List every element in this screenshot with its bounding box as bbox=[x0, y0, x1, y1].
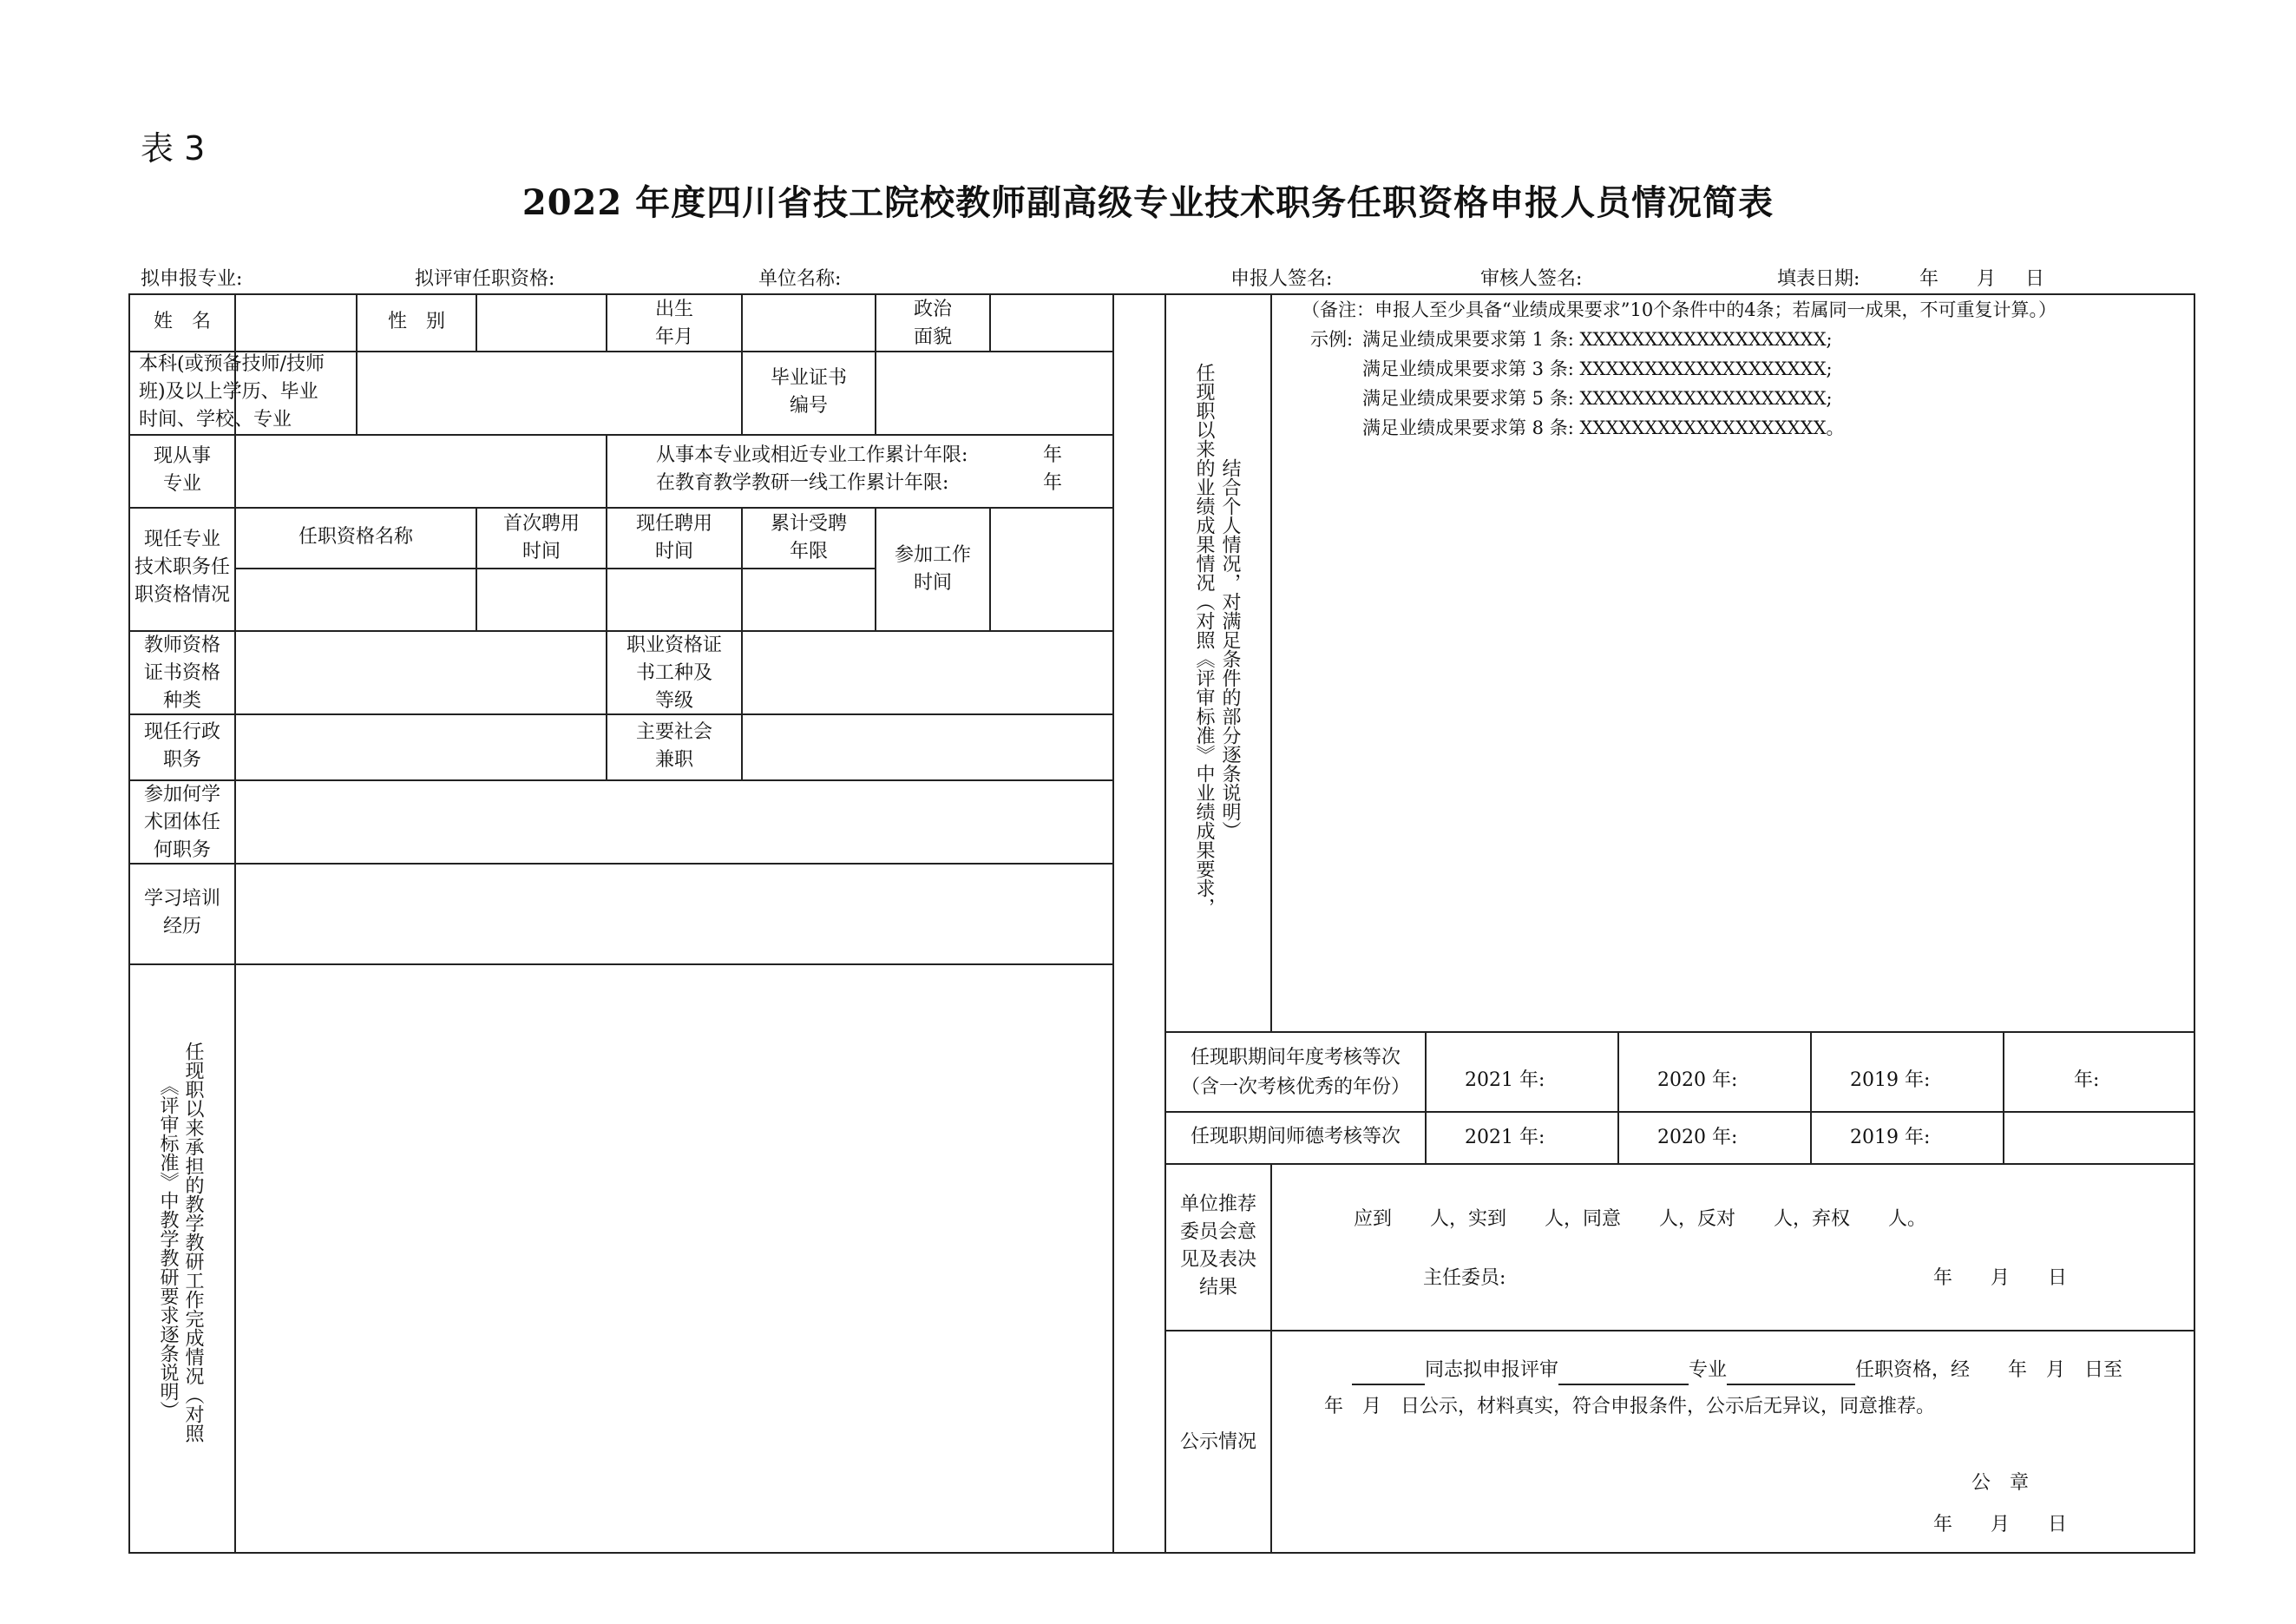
blank-qualification[interactable] bbox=[1727, 1361, 1855, 1385]
public-seal: 公 章 bbox=[1971, 1472, 2030, 1494]
header-year: 年 bbox=[1919, 268, 1939, 290]
label-social-post: 主要社会 兼职 bbox=[635, 721, 712, 771]
label-annual-review: 任现职期间年度考核等次 （含一次考核优秀的年份） bbox=[1180, 1047, 1410, 1098]
label-work-start: 参加工作 时间 bbox=[894, 544, 971, 594]
label-first-hire: 首次聘用 时间 bbox=[502, 513, 580, 562]
committee-votes: 应到 人，实到 人，同意 人，反对 人，弃权 人。 bbox=[1354, 1208, 1927, 1230]
label-years-major: 从事本专业或相近专业工作累计年限: bbox=[656, 444, 968, 466]
label-teaching-work-col-a: 任现职以来承担的教学教研工作完成情况（对照 bbox=[182, 1042, 204, 1443]
annual-2020: 2020 年: bbox=[1657, 1069, 1738, 1091]
header-fill-date: 填表日期: bbox=[1777, 268, 1860, 290]
header-specialty: 拟申报专业: bbox=[141, 268, 243, 290]
page-title: 2022 年度四川省技工院校教师副高级专业技术职务任职资格申报人员情况简表 bbox=[522, 182, 1774, 223]
label-training: 学习培训 经历 bbox=[143, 888, 220, 937]
label-year-unit-2: 年 bbox=[1043, 472, 1063, 494]
label-current-hire: 现任聘用 时间 bbox=[635, 513, 712, 562]
header-day: 日 bbox=[2025, 268, 2045, 290]
label-committee: 单位推荐 委员会意 见及表决 结果 bbox=[1179, 1193, 1256, 1299]
label-public-notice: 公示情况 bbox=[1179, 1431, 1256, 1453]
header-applicant-sign: 申报人签名: bbox=[1230, 268, 1333, 290]
label-total-hire: 累计受聘 年限 bbox=[770, 513, 847, 562]
table-number: 表 3 bbox=[141, 129, 206, 168]
label-years-teaching: 在教育教学教研一线工作累计年限: bbox=[656, 472, 949, 494]
public-notice-line-2: 年 月 日公示，材料真实，符合申报条件，公示后无异议，同意推荐。 bbox=[1324, 1396, 1936, 1417]
header-unit: 单位名称: bbox=[758, 268, 842, 290]
label-admin-post: 现任行政 职务 bbox=[143, 721, 220, 771]
label-teacher-cert: 教师资格 证书资格 种类 bbox=[143, 634, 220, 712]
ethics-2019: 2019 年: bbox=[1850, 1127, 1931, 1148]
label-performance-col-b: 结合个人情况，对满足条件的部分逐条说明） bbox=[1219, 458, 1241, 840]
committee-chair: 主任委员: bbox=[1423, 1267, 1506, 1289]
label-ethics-review: 任现职期间师德考核等次 bbox=[1190, 1126, 1401, 1147]
label-title-name: 任职资格名称 bbox=[298, 526, 413, 548]
example-prefix: 示例: bbox=[1310, 329, 1354, 350]
label-current-title: 现任专业 技术职务任 职资格情况 bbox=[134, 529, 230, 606]
label-birth: 出生 年月 bbox=[654, 299, 693, 348]
header-reviewer-sign: 审核人签名: bbox=[1480, 268, 1583, 290]
annual-extra-year: 年: bbox=[2074, 1069, 2100, 1091]
annual-2021: 2021 年: bbox=[1465, 1069, 1545, 1091]
blank-review-type[interactable] bbox=[1558, 1361, 1689, 1385]
blank-applicant-name[interactable] bbox=[1352, 1361, 1425, 1385]
label-academic: 参加何学 术团体任 何职务 bbox=[143, 784, 220, 861]
annual-2019: 2019 年: bbox=[1850, 1069, 1931, 1091]
label-education: 本科(或预备技师/技师 班)及以上学历、毕业 时间、学校、专业 bbox=[139, 353, 325, 431]
example-line-1: 满足业绩成果要求第 1 条: XXXXXXXXXXXXXXXXXXX; bbox=[1362, 329, 1833, 350]
label-gender: 性 别 bbox=[387, 311, 445, 332]
public-notice-line-1: 同志拟申报评审 专业 任职资格，经 年 月 日至 bbox=[1352, 1356, 2122, 1385]
label-name: 姓 名 bbox=[153, 311, 211, 332]
example-line-2: 满足业绩成果要求第 3 条: XXXXXXXXXXXXXXXXXXX; bbox=[1362, 358, 1833, 379]
example-line-4: 满足业绩成果要求第 8 条: XXXXXXXXXXXXXXXXXXX。 bbox=[1362, 418, 1845, 438]
ethics-2020: 2020 年: bbox=[1657, 1127, 1738, 1148]
label-teaching-work-col-b: 《评审标准》中教学教研要求逐条说明） bbox=[157, 1076, 179, 1420]
committee-date: 年 月 日 bbox=[1933, 1267, 2068, 1289]
header-qualification: 拟评审任职资格: bbox=[415, 268, 555, 290]
label-performance-col-a: 任现职以来的业绩成果情况（对照《评审标准》中业绩成果要求， bbox=[1193, 363, 1215, 917]
performance-note: （备注：申报人至少具备“业绩成果要求”10个条件中的4条；若属同一成果，不可重复计算。） bbox=[1302, 299, 2057, 320]
label-political: 政治 面貌 bbox=[913, 299, 952, 348]
label-current-major: 现从事 专业 bbox=[153, 445, 211, 495]
label-diploma: 毕业证书 编号 bbox=[770, 367, 847, 417]
ethics-2021: 2021 年: bbox=[1465, 1127, 1545, 1148]
label-vocational-cert: 职业资格证 书工种及 等级 bbox=[626, 634, 722, 712]
example-line-3: 满足业绩成果要求第 5 条: XXXXXXXXXXXXXXXXXXX; bbox=[1362, 388, 1833, 409]
header-month: 月 bbox=[1977, 268, 1997, 290]
public-date: 年 月 日 bbox=[1933, 1514, 2068, 1535]
label-year-unit-1: 年 bbox=[1043, 444, 1063, 466]
